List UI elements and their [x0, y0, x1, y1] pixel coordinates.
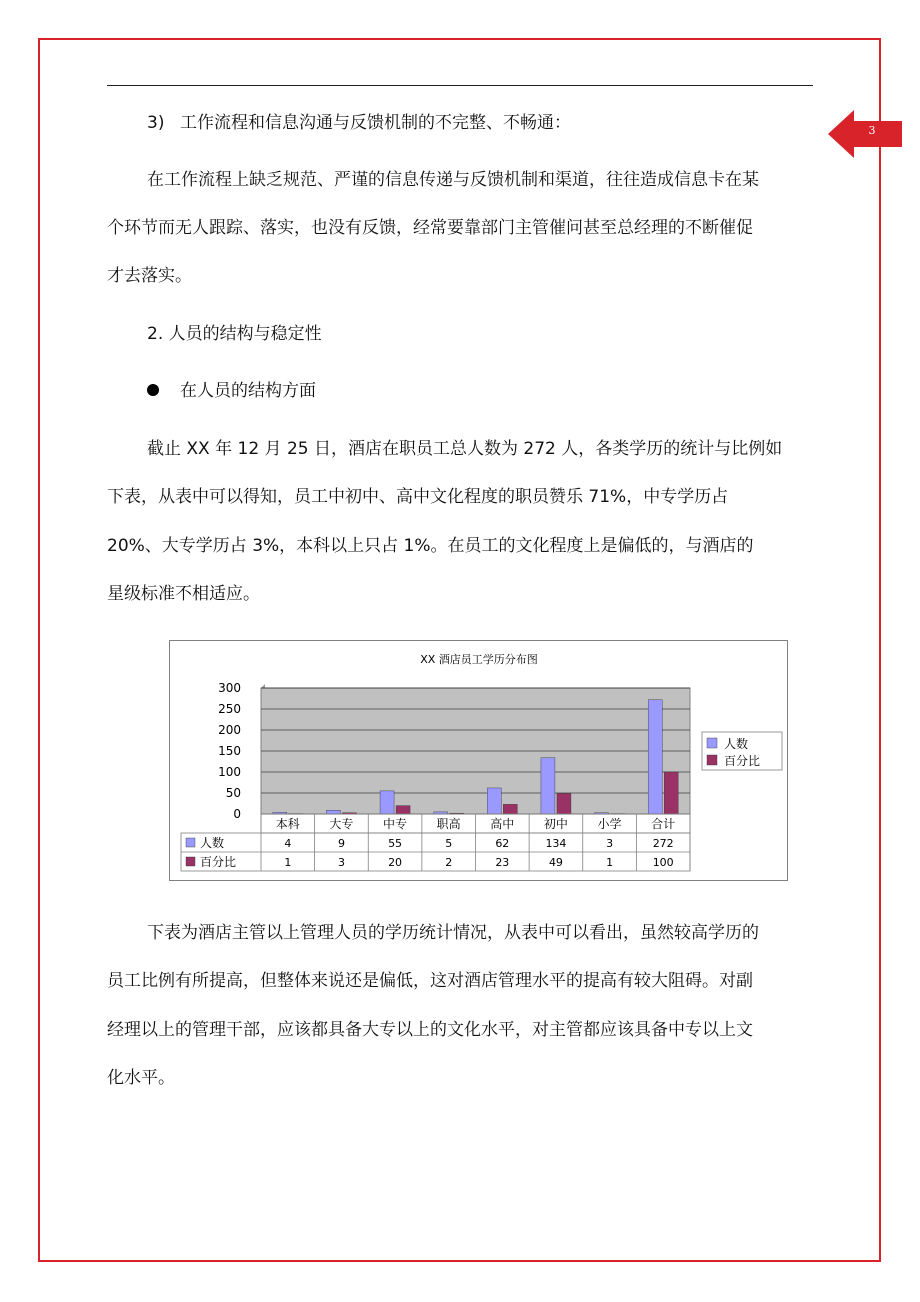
bar: [557, 793, 571, 814]
section-2-heading: 2. 人员的结构与稳定性: [147, 324, 322, 344]
paragraph-line: 下表，从表中可以得知，员工中初中、高中文化程度的职员赞乐 71%，中专学历占: [107, 487, 729, 507]
table-value: 1: [284, 856, 292, 869]
category-label: 合计: [651, 817, 676, 831]
legend-swatch: [707, 738, 717, 748]
page-number: 3: [868, 124, 876, 137]
category-label: 初中: [543, 817, 568, 831]
chart-plot-area: [218, 681, 690, 821]
bar: [648, 700, 662, 814]
education-chart: [169, 640, 788, 881]
table-value: 9: [337, 837, 345, 850]
paragraph-line: 下表为酒店主管以上管理人员的学历统计情况，从表中可以看出，虽然较高学历的: [147, 923, 759, 943]
table-value: 55: [388, 837, 403, 850]
bullet-text: 在人员的结构方面: [180, 381, 316, 401]
table-value: 62: [495, 837, 510, 850]
table-series-swatch: [186, 857, 195, 866]
y-tick-label: 100: [218, 765, 241, 779]
section-3-number: 3): [147, 113, 165, 133]
bar: [664, 772, 678, 814]
table-value: 100: [652, 856, 674, 869]
bar: [380, 791, 394, 814]
table-value: 5: [445, 837, 453, 850]
category-label: 职高: [436, 817, 461, 831]
paragraph-line: 化水平。: [107, 1068, 175, 1088]
table-series-swatch: [186, 838, 195, 847]
category-label: 中专: [383, 817, 408, 831]
legend-swatch: [707, 755, 717, 765]
category-label: 小学: [597, 817, 622, 831]
table-value: 134: [545, 837, 567, 850]
category-label: 高中: [490, 817, 515, 831]
paragraph-line: 截止 XX 年 12 月 25 日，酒店在职员工总人数为 272 人，各类学历的统计与比例如: [147, 439, 783, 459]
paragraph-line: 经理以上的管理干部，应该都具备大专以上的文化水平，对主管都应该具备中专以上文: [107, 1020, 753, 1040]
header-rule: [107, 85, 813, 86]
paragraph-line: 个环节而无人跟踪、落实，也没有反馈，经常要靠部门主管催问甚至总经理的不断催促: [107, 218, 753, 238]
table-value: 2: [445, 856, 453, 869]
y-tick-label: 150: [218, 744, 241, 758]
y-tick-label: 0: [233, 807, 241, 821]
paragraph-line: 员工比例有所提高，但整体来说还是偏低，这对酒店管理水平的提高有较大阻碍。对副: [107, 971, 753, 991]
bar: [396, 806, 410, 814]
legend-label: 人数: [724, 737, 749, 751]
paragraph-line: 20%、大专学历占 3%，本科以上只占 1%。在员工的文化程度上是偏低的，与酒店的: [107, 536, 754, 556]
y-tick-label: 300: [218, 681, 241, 695]
bar: [487, 788, 501, 814]
bar: [541, 758, 555, 814]
table-value: 4: [284, 837, 292, 850]
bar: [326, 810, 340, 814]
table-series-name: 百分比: [200, 855, 237, 869]
table-value: 272: [652, 837, 674, 850]
chart-title: XX 酒店员工学历分布图: [420, 653, 538, 666]
y-tick-label: 200: [218, 723, 241, 737]
legend-label: 百分比: [724, 754, 761, 768]
paragraph-line: 星级标准不相适应。: [107, 584, 260, 604]
table-value: 49: [548, 856, 563, 869]
table-value: 20: [388, 856, 403, 869]
chart-legend: [702, 732, 782, 770]
table-series-name: 人数: [200, 836, 225, 850]
page-arrow-icon: [828, 109, 902, 159]
table-value: 23: [495, 856, 510, 869]
chart-svg: [169, 640, 788, 881]
paragraph-line: 才去落实。: [107, 266, 192, 286]
category-label: 本科: [275, 817, 300, 831]
table-value: 1: [606, 856, 614, 869]
section-3-heading: 工作流程和信息沟通与反馈机制的不完整、不畅通：: [180, 113, 571, 133]
category-label: 大专: [329, 817, 354, 831]
y-tick-label: 250: [218, 702, 241, 716]
table-value: 3: [337, 856, 345, 869]
bullet-icon: [147, 384, 159, 396]
y-tick-label: 50: [225, 786, 241, 800]
bar: [503, 804, 517, 814]
paragraph-line: 在工作流程上缺乏规范、严谨的信息传递与反馈机制和渠道，往往造成信息卡在某: [147, 170, 759, 190]
table-value: 3: [606, 837, 614, 850]
